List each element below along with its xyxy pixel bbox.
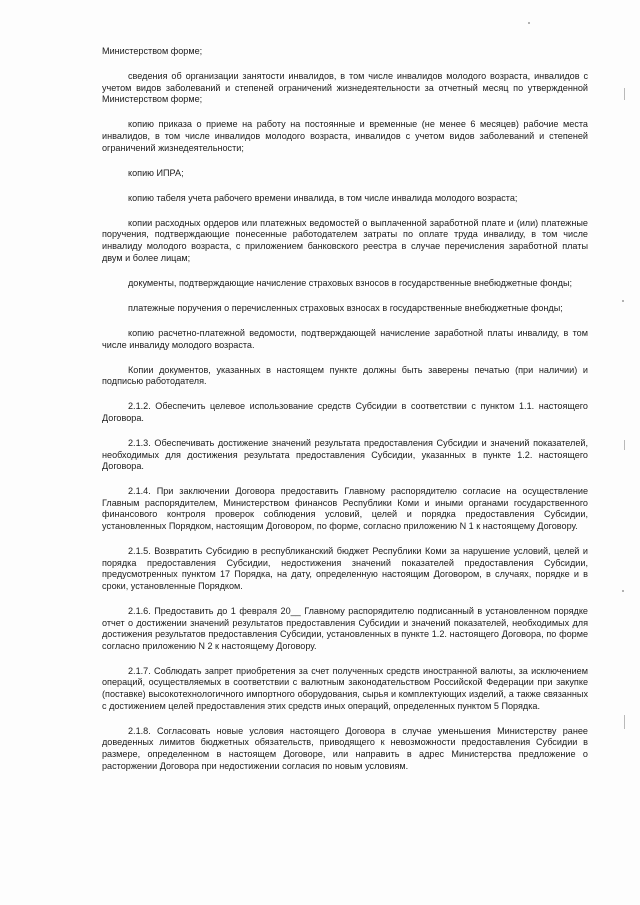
clause-2-1-6: 2.1.6. Предоставить до 1 февраля 20__ Главному распорядителю подписанный в установленном порядке отчет о достижении значений результатов предоставления Субсидии и значений показателей, необходимых для достижения результатов предоставления Субсидии, установленных в пункте 1.2. настоящего Договора, по форме согласно приложению N 2 к настоящему Договору. xyxy=(102,606,588,651)
paragraph-hiring-order: копию приказа о приеме на работу на постоянные и временные (не менее 6 месяцев) рабочие места инвалидов, в том числе инвалидов молодого возраста, инвалидов с учетом видов заболеваний и степеней ограничений жизнедеятельности; xyxy=(102,119,588,153)
document-body xyxy=(102,46,588,786)
scan-edge-mark xyxy=(624,715,625,729)
scan-edge-mark xyxy=(624,88,625,100)
paragraph-payroll: копию расчетно-платежной ведомости, подтверждающей начисление заработной платы инвалиду, в том числе инвалиду молодого возраста. xyxy=(102,327,588,350)
paragraph-insurance-payments: платежные поручения о перечисленных страховых взносах в государственные внебюджетные фонды; xyxy=(128,302,563,313)
paragraph-timesheet: копию табеля учета рабочего времени инвалида, в том числе инвалида молодого возраста; xyxy=(128,192,518,203)
paragraph-continuation: Министерством форме; xyxy=(102,46,203,56)
scan-edge-mark xyxy=(624,440,625,450)
scan-dot xyxy=(528,22,530,24)
paragraph-insurance-docs: документы, подтверждающие начисление страховых взносов в государственные внебюджетные фонды; xyxy=(128,277,573,288)
clause-2-1-8: 2.1.8. Согласовать новые условия настоящего Договора в случае уменьшения Министерству ранее доведенных лимитов бюджетных обязательств, приводящего к невозможности предоставления Субсидии в размере, определенном в настоящем Договоре, или направить в адрес Министерства предложение о расторжении Договора при недостижении согласия по новым условиям. xyxy=(102,725,588,771)
paragraph-copies-certification: Копии документов, указанных в настоящем пункте должны быть заверены печатью (при наличии) и подписью работодателя. xyxy=(102,364,588,387)
clause-2-1-2: 2.1.2. Обеспечить целевое использование средств Субсидии в соответствии с пунктом 1.1. настоящего Договора. xyxy=(102,401,588,423)
paragraph-payment-orders: копии расходных ордеров или платежных ведомостей о выплаченной заработной плате и (или) платежные поручения, подтверждающие понесенные работодателем затраты по оплате труда инвалиду, в том числе инвалиду молодого возраста, с приложением банковского реестра в случае перечисления заработной платы двум и более лицам; xyxy=(102,217,588,263)
paragraph-employment-info: сведения об организации занятости инвалидов, в том числе инвалидов молодого возраста, инвалидов с учетом видов заболеваний и степеней ограничений жизнедеятельности за отчетный месяц по утвержденной Министерством форме; xyxy=(102,71,588,105)
clause-2-1-5: 2.1.5. Возвратить Субсидию в республиканский бюджет Республики Коми за нарушение условий, целей и порядка предоставления Субсидии, недостижения значений показателей предоставления Субсидии, предусмотренных пунктом 17 Порядка, на дату, определенную настоящим Договором, в случаях, порядке и в сроки, установленные Порядком. xyxy=(102,546,588,591)
clause-2-1-3: 2.1.3. Обеспечивать достижение значений результата предоставления Субсидии и значений показателей, необходимых для достижения результата предоставления Субсидии, указанных в пункте 1.2. настоящего Договора. xyxy=(102,437,588,472)
scan-dot xyxy=(622,300,624,302)
clause-2-1-7: 2.1.7. Соблюдать запрет приобретения за счет полученных средств иностранной валюты, за исключением операций, осуществляемых в соответствии с валютным законодательством Российской Федерации при закупке (поставке) высокотехнологичного импортного оборудования, сырья и комплектующих изделий, а также связанных с достижением целей предоставления этих средств иных операций, определенных пунктом 5 Порядка. xyxy=(102,665,588,711)
paragraph-ipra: копию ИПРА; xyxy=(128,167,184,178)
clause-2-1-4: 2.1.4. При заключении Договора предоставить Главному распорядителю согласие на осуществление Главным распорядителем, Министерством финансов Республики Коми и иными органами государственного финансового контроля проверок соблюдения условий, целей и порядка предоставления Субсидии, установленных Порядком, настоящим Договором, по форме, согласно приложению N 1 к настоящему Договору. xyxy=(102,486,588,532)
scan-dot xyxy=(622,590,624,592)
